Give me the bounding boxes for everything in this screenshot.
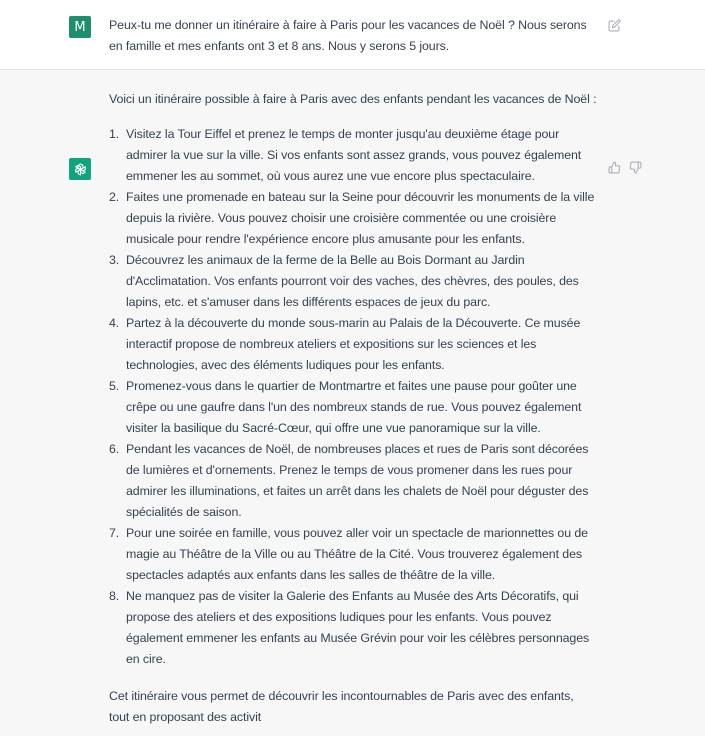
list-item [109, 376, 597, 439]
edit-icon [608, 19, 621, 32]
openai-logo-icon [73, 162, 88, 177]
user-message [0, 0, 705, 70]
list-item-text: Découvrez les animaux de la ferme de la Belle au Bois Dormant au Jardin d'Acclimatation. Vos enfants pourront voir des vaches, des chèvres, des poules, des lapins, etc. et s'amuser dans les différents espaces de jeux du parc. [126, 253, 579, 309]
list-item [109, 586, 597, 670]
thumbs-up-button[interactable] [607, 160, 621, 174]
thumbs-up-icon [608, 161, 621, 174]
thumbs-down-icon [629, 161, 642, 174]
list-item-number: 4. [109, 316, 120, 330]
user-avatar-letter: M [74, 19, 86, 35]
list-item [109, 187, 597, 250]
list-item-number: 5. [109, 379, 120, 393]
list-item-text: Pendant les vacances de Noël, de nombreuses places et rues de Paris sont décorées de lumières et d'ornements. Prenez le temps de vous promener dans les rues pour admirer les illuminations, et faites un arrêt dans les chalets de Noël pour déguster des spécialités de saison. [126, 442, 589, 519]
edit-button[interactable] [607, 18, 621, 32]
user-message-text: Peux-tu me donner un itinéraire à faire à Paris pour les vacances de Noël ? Nous serons en famille et mes enfants ont 3 et 8 ans. Nous y serons 5 jours. [109, 18, 587, 53]
list-item [109, 523, 597, 586]
thumbs-down-button[interactable] [628, 160, 642, 174]
user-avatar [69, 16, 91, 38]
list-item [109, 313, 597, 376]
list-item-text: Partez à la découverte du monde sous-marin au Palais de la Découverte. Ce musée interactif propose de nombreux ateliers et expositions sur les sciences et les technologies, avec des éléments ludiques pour les enfants. [126, 316, 581, 372]
list-item-number: 8. [109, 589, 120, 603]
list-item-number: 3. [109, 253, 120, 267]
list-item [109, 124, 597, 187]
list-item [109, 250, 597, 313]
assistant-avatar [69, 158, 91, 180]
list-item-text: Promenez-vous dans le quartier de Montmartre et faites une pause pour goûter une crêpe ou une gaufre dans l'un des nombreux stands de rue. Vous pouvez également visiter la basilique du Sacré-Cœur, qui offre une vue panoramique sur la ville. [126, 379, 582, 435]
list-item-text: Faites une promenade en bateau sur la Seine pour découvrir les monuments de la ville depuis la rivière. Vous pouvez choisir une croisière commentée ou une croisière musicale pour rendre l'expérience encore plus amusante pour les enfants. [126, 190, 595, 246]
list-item-number: 1. [109, 127, 120, 141]
list-item-text: Visitez la Tour Eiffel et prenez le temps de monter jusqu'au deuxième étage pour admirer la vue sur la ville. Si vos enfants sont assez grands, vous pouvez également emmener les au sommet, où vous aurez une vue encore plus spectaculaire. [126, 127, 582, 183]
itinerary-list [109, 124, 597, 670]
list-item-text: Ne manquez pas de visiter la Galerie des Enfants au Musée des Arts Décoratifs, qui propose des ateliers et des expositions ludiques pour les enfants. Vous pouvez également emmener les enfants au Musée Grévin pour voir les célèbres personnages en cire. [126, 589, 590, 666]
assistant-outro-text: Cet itinéraire vous permet de découvrir les incontournables de Paris avec des enfants, tout en proposant des activit [109, 689, 574, 724]
list-item-number: 7. [109, 526, 120, 540]
assistant-intro-text: Voici un itinéraire possible à faire à Paris avec des enfants pendant les vacances de Noël : [109, 92, 597, 106]
list-item-text: Pour une soirée en famille, vous pouvez aller voir un spectacle de marionnettes ou de magie au Théâtre de la Ville ou au Théâtre de la Cité. Vous trouverez également des spectacles adaptés aux enfants dans les salles de théâtre de la ville. [126, 526, 588, 582]
list-item-number: 2. [109, 190, 120, 204]
list-item [109, 439, 597, 523]
list-item-number: 6. [109, 442, 120, 456]
